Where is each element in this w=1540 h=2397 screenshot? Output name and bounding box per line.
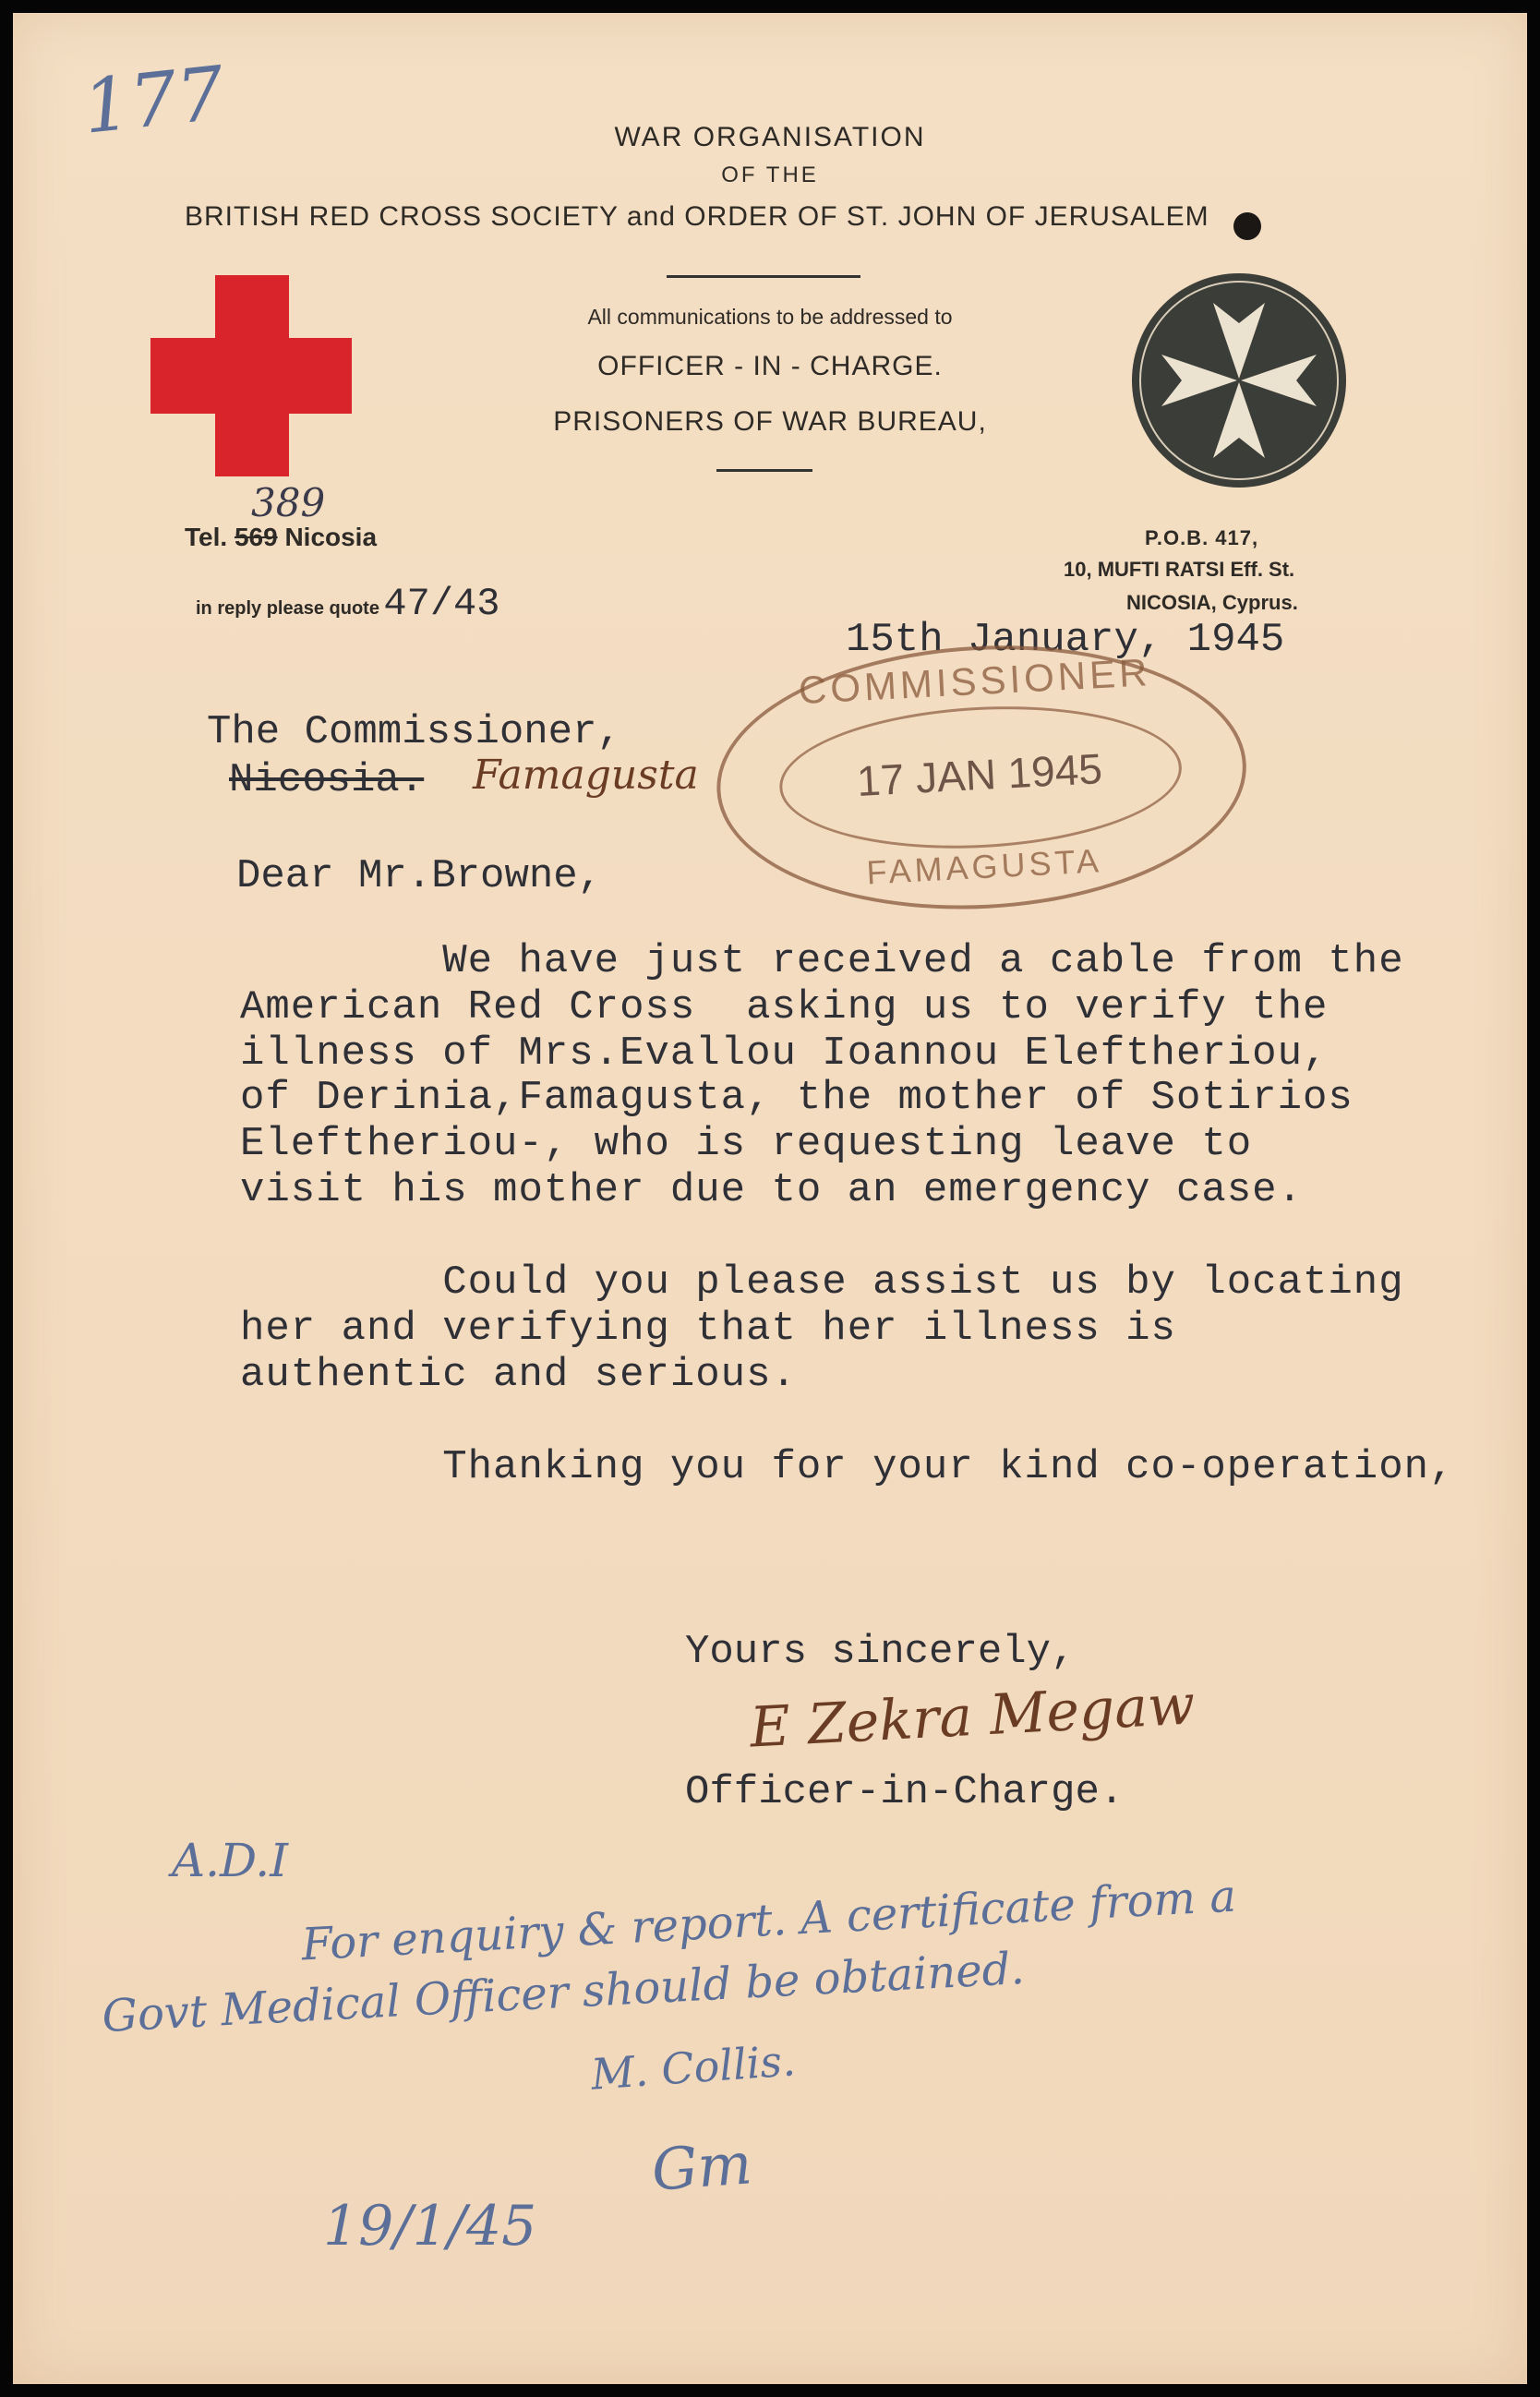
note-label: A.D.I xyxy=(172,1834,288,1887)
header-line-3: BRITISH RED CROSS SOCIETY and ORDER OF ST. JOHN OF JERUSALEM xyxy=(185,201,1209,232)
stamp-date: 17 JAN 1945 xyxy=(855,744,1104,805)
street-line: 10, MUFTI RATSI Eff. St. xyxy=(1064,558,1295,581)
commissioner-stamp xyxy=(710,632,1249,918)
stamp-top-text: COMMISSIONER xyxy=(797,650,1152,713)
body-line: illness of Mrs.Evallou Ioannou Eleftheriou, xyxy=(240,1030,1329,1077)
pob-line: P.O.B. 417, xyxy=(1145,526,1259,549)
body-line: authentic and serious. xyxy=(240,1352,797,1398)
city-line: NICOSIA, Cyprus. xyxy=(1126,591,1298,614)
recipient-place-struck: Nicosia. xyxy=(229,757,425,803)
file-number-annotation: 177 xyxy=(78,50,229,151)
address-note: All communications to be addressed to xyxy=(587,305,953,329)
st-john-cross-emblem xyxy=(1128,270,1350,491)
telephone-line xyxy=(185,523,377,552)
signatory-title: Officer-in-Charge. xyxy=(685,1769,1125,1815)
reply-label: in reply please quote xyxy=(196,598,379,619)
body-line: American Red Cross asking us to verify the xyxy=(240,984,1329,1030)
body-line: visit his mother due to an emergency case. xyxy=(240,1167,1303,1213)
stamp-bottom-text: FAMAGUSTA xyxy=(865,841,1103,892)
salutation: Dear Mr.Browne, xyxy=(236,853,603,899)
header-rule-top xyxy=(667,275,860,278)
body-line: Thanking you for your kind co-operation, xyxy=(240,1444,1455,1490)
tel-number-correction: 389 xyxy=(251,480,326,525)
note-line-1: For enquiry & report. A certificate from a xyxy=(300,1870,1238,1971)
closing: Yours sincerely, xyxy=(685,1629,1076,1675)
signature: E Zekra Megaw xyxy=(748,1672,1197,1761)
letter-date: 15th January, 1945 xyxy=(846,617,1285,663)
recipient-place-correction: Famagusta xyxy=(473,752,699,799)
reply-reference-line xyxy=(196,582,499,626)
note-date: 19/1/45 xyxy=(323,2194,537,2258)
recipient-name: The Commissioner, xyxy=(207,709,621,755)
header-line-2: OF THE xyxy=(721,163,819,187)
note-line-3: M. Collis. xyxy=(589,2035,798,2100)
bureau-heading: PRISONERS OF WAR BUREAU, xyxy=(553,406,987,437)
punch-hole xyxy=(1233,212,1261,240)
tel-number-struck: 569 xyxy=(234,523,278,551)
red-cross-logo xyxy=(150,275,354,478)
note-line-2: Govt Medical Officer should be obtained. xyxy=(101,1942,1026,2043)
body-line: of Derinia,Famagusta, the mother of Sotirios xyxy=(240,1075,1354,1121)
header-line-1: WAR ORGANISATION xyxy=(614,122,926,152)
body-line: We have just received a cable from the xyxy=(240,938,1404,984)
body-line: Eleftheriou-, who is requesting leave to xyxy=(240,1121,1253,1167)
body-line: Could you please assist us by locating xyxy=(240,1259,1404,1306)
header-rule-bottom xyxy=(716,469,812,472)
tel-label: Tel. xyxy=(185,523,228,551)
body-line: her and verifying that her illness is xyxy=(240,1306,1176,1352)
reference-number: 47/43 xyxy=(383,582,500,626)
officer-in-charge-heading: OFFICER - IN - CHARGE. xyxy=(597,351,943,381)
tel-city: Nicosia xyxy=(284,523,378,551)
note-initials: Gm xyxy=(649,2129,754,2204)
